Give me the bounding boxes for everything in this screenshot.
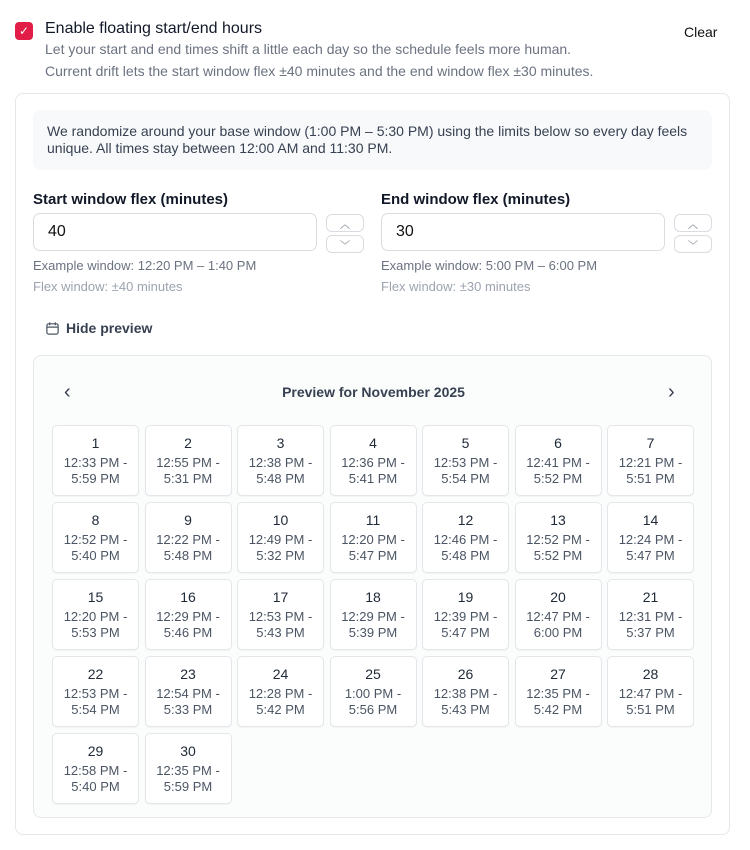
- day-end-time: 6:00 PM: [533, 625, 583, 640]
- day-end-time: 5:46 PM: [163, 625, 213, 640]
- day-end-time: 5:43 PM: [441, 702, 490, 717]
- calendar-day[interactable]: [515, 502, 602, 573]
- day-end-time: 5:32 PM: [256, 548, 305, 563]
- day-end-time: 5:59 PM: [163, 779, 213, 794]
- day-number: 30: [180, 743, 196, 759]
- calendar-day[interactable]: [422, 579, 509, 650]
- day-number: 25: [365, 666, 381, 682]
- day-start-time: 12:20 PM -: [341, 532, 405, 547]
- day-number: 27: [550, 666, 566, 682]
- day-start-time: 12:52 PM -: [526, 532, 590, 547]
- day-number: 17: [272, 589, 289, 605]
- start-increment-button[interactable]: [326, 214, 364, 232]
- chevron-up-icon: ︿: [688, 219, 698, 231]
- day-number: 3: [276, 435, 285, 451]
- day-end-time: 5:33 PM: [163, 702, 213, 717]
- day-number: 7: [646, 435, 655, 451]
- day-end-time: 5:48 PM: [163, 548, 213, 563]
- end-flex-input[interactable]: [381, 213, 665, 251]
- chevron-down-icon: ﹀: [340, 240, 350, 252]
- calendar-day[interactable]: [145, 579, 232, 650]
- hide-preview-label: Hide preview: [66, 320, 153, 336]
- day-end-time: 5:42 PM: [256, 702, 305, 717]
- start-flex-label: Start window flex (minutes): [33, 191, 229, 208]
- day-number: 24: [272, 666, 289, 682]
- day-end-time: 5:39 PM: [348, 625, 398, 640]
- day-end-time: 5:47 PM: [626, 548, 675, 563]
- day-start-time: 12:55 PM -: [156, 455, 220, 470]
- calendar-day[interactable]: [607, 425, 694, 496]
- day-end-time: 5:51 PM: [626, 702, 675, 717]
- calendar-day[interactable]: [607, 502, 694, 573]
- calendar-day[interactable]: [515, 425, 602, 496]
- day-start-time: 12:20 PM -: [63, 609, 128, 624]
- section-title: Enable floating start/end hours: [45, 20, 263, 37]
- prev-month-button[interactable]: ‹: [64, 381, 71, 403]
- calendar-day[interactable]: [515, 656, 602, 727]
- day-end-time: 5:31 PM: [163, 471, 213, 486]
- day-number: 14: [642, 512, 659, 528]
- calendar-day[interactable]: [52, 425, 139, 496]
- day-start-time: 12:29 PM -: [156, 609, 220, 624]
- day-start-time: 12:53 PM -: [63, 686, 128, 701]
- drift-summary: Current drift lets the start window flex ±40 minutes and the end window flex ±30 minutes.: [45, 63, 594, 79]
- day-end-time: 5:40 PM: [71, 548, 120, 563]
- day-number: 5: [461, 435, 470, 451]
- calendar-grid: [52, 425, 694, 804]
- start-flex-input[interactable]: [33, 213, 317, 251]
- day-end-time: 5:53 PM: [71, 625, 120, 640]
- description: Let your start and end times shift a little each day so the schedule feels more human.: [45, 41, 572, 57]
- day-start-time: 12:29 PM -: [341, 609, 405, 624]
- clear-button[interactable]: Clear: [684, 24, 718, 40]
- day-end-time: 5:59 PM: [71, 471, 120, 486]
- calendar-day[interactable]: [52, 579, 139, 650]
- day-number: 26: [457, 666, 474, 682]
- day-end-time: 5:56 PM: [348, 702, 398, 717]
- day-start-time: 12:22 PM -: [156, 532, 220, 547]
- day-start-time: 12:47 PM -: [618, 686, 683, 701]
- day-number: 10: [272, 512, 289, 528]
- day-number: 29: [87, 743, 104, 759]
- day-number: 19: [457, 589, 474, 605]
- start-decrement-button[interactable]: [326, 235, 364, 253]
- enable-floating-checkbox[interactable]: [15, 22, 33, 40]
- calendar-day[interactable]: [607, 656, 694, 727]
- day-start-time: 12:52 PM -: [63, 532, 128, 547]
- calendar-day[interactable]: [237, 425, 324, 496]
- day-end-time: 5:47 PM: [348, 548, 398, 563]
- calendar-day[interactable]: [52, 733, 139, 804]
- day-start-time: 12:41 PM -: [526, 455, 590, 470]
- day-number: 20: [550, 589, 566, 605]
- calendar-title: Preview for November 2025: [282, 384, 465, 400]
- day-start-time: 12:38 PM -: [433, 686, 498, 701]
- day-end-time: 5:48 PM: [441, 548, 490, 563]
- check-icon: ✓: [18, 24, 30, 38]
- day-start-time: 12:47 PM -: [526, 609, 590, 624]
- day-number: 21: [642, 589, 659, 605]
- calendar-day[interactable]: [237, 579, 324, 650]
- day-start-time: 12:53 PM -: [433, 455, 498, 470]
- calendar-day[interactable]: [237, 656, 324, 727]
- day-end-time: 5:47 PM: [441, 625, 490, 640]
- calendar-day[interactable]: [422, 425, 509, 496]
- day-end-time: 5:40 PM: [71, 779, 120, 794]
- day-end-time: 5:37 PM: [626, 625, 675, 640]
- calendar-day[interactable]: [330, 425, 417, 496]
- calendar-icon: [45, 321, 60, 336]
- day-number: 12: [457, 512, 474, 528]
- calendar-day[interactable]: [145, 425, 232, 496]
- calendar-day[interactable]: [237, 502, 324, 573]
- day-start-time: 12:33 PM -: [63, 455, 128, 470]
- day-number: 11: [365, 512, 381, 528]
- day-number: 16: [180, 589, 196, 605]
- day-number: 8: [91, 512, 100, 528]
- day-end-time: 5:54 PM: [71, 702, 120, 717]
- calendar-day[interactable]: [330, 502, 417, 573]
- day-number: 13: [550, 512, 566, 528]
- day-end-time: 5:48 PM: [256, 471, 305, 486]
- day-number: 1: [91, 435, 100, 451]
- day-start-time: 12:39 PM -: [433, 609, 498, 624]
- day-start-time: 12:46 PM -: [433, 532, 498, 547]
- end-decrement-button[interactable]: [674, 235, 712, 253]
- end-example: Example window: 5:00 PM – 6:00 PM: [381, 258, 598, 273]
- end-flex-note: Flex window: ±30 minutes: [381, 279, 531, 294]
- calendar-day[interactable]: [515, 579, 602, 650]
- day-end-time: 5:52 PM: [533, 471, 583, 486]
- day-end-time: 5:52 PM: [533, 548, 583, 563]
- end-increment-button[interactable]: [674, 214, 712, 232]
- day-start-time: 1:00 PM -: [344, 686, 402, 701]
- calendar-day[interactable]: [422, 656, 509, 727]
- day-end-time: 5:42 PM: [533, 702, 583, 717]
- hide-preview-button[interactable]: [45, 320, 152, 336]
- day-start-time: 12:53 PM -: [248, 609, 313, 624]
- day-number: 6: [554, 435, 562, 451]
- start-flex-note: Flex window: ±40 minutes: [33, 279, 183, 294]
- calendar-day[interactable]: [145, 656, 232, 727]
- day-number: 18: [365, 589, 381, 605]
- start-example: Example window: 12:20 PM – 1:40 PM: [33, 258, 257, 273]
- next-month-button[interactable]: ›: [668, 381, 675, 403]
- day-start-time: 12:35 PM -: [526, 686, 590, 701]
- day-start-time: 12:54 PM -: [156, 686, 220, 701]
- calendar-day[interactable]: [52, 656, 139, 727]
- calendar-day[interactable]: [145, 733, 232, 804]
- day-end-time: 5:43 PM: [256, 625, 305, 640]
- chevron-down-icon: ﹀: [688, 240, 698, 252]
- day-number: 28: [642, 666, 659, 682]
- day-start-time: 12:38 PM -: [248, 455, 313, 470]
- day-start-time: 12:49 PM -: [248, 532, 313, 547]
- day-start-time: 12:31 PM -: [618, 609, 683, 624]
- day-start-time: 12:21 PM -: [618, 455, 683, 470]
- calendar-preview: [33, 355, 712, 818]
- day-end-time: 5:54 PM: [441, 471, 490, 486]
- day-start-time: 12:28 PM -: [248, 686, 313, 701]
- day-number: 15: [87, 589, 104, 605]
- day-start-time: 12:36 PM -: [341, 455, 405, 470]
- day-start-time: 12:35 PM -: [156, 763, 220, 778]
- calendar-day[interactable]: [607, 579, 694, 650]
- day-number: 9: [184, 512, 192, 528]
- day-start-time: 12:24 PM -: [618, 532, 683, 547]
- calendar-day[interactable]: [330, 579, 417, 650]
- day-number: 22: [87, 666, 104, 682]
- chevron-up-icon: ︿: [340, 219, 350, 231]
- day-end-time: 5:51 PM: [626, 471, 675, 486]
- calendar-day[interactable]: [145, 502, 232, 573]
- info-box: We randomize around your base window (1:00 PM – 5:30 PM) using the limits below so every day feels unique. All times stay between 12:00 AM and 11:30 PM.: [33, 110, 712, 170]
- calendar-day[interactable]: [330, 656, 417, 727]
- day-number: 4: [369, 435, 377, 451]
- calendar-day[interactable]: [422, 502, 509, 573]
- day-number: 2: [184, 435, 192, 451]
- calendar-day[interactable]: [52, 502, 139, 573]
- end-flex-label: End window flex (minutes): [381, 191, 571, 208]
- day-end-time: 5:41 PM: [348, 471, 398, 486]
- day-number: 23: [180, 666, 196, 682]
- day-start-time: 12:58 PM -: [63, 763, 128, 778]
